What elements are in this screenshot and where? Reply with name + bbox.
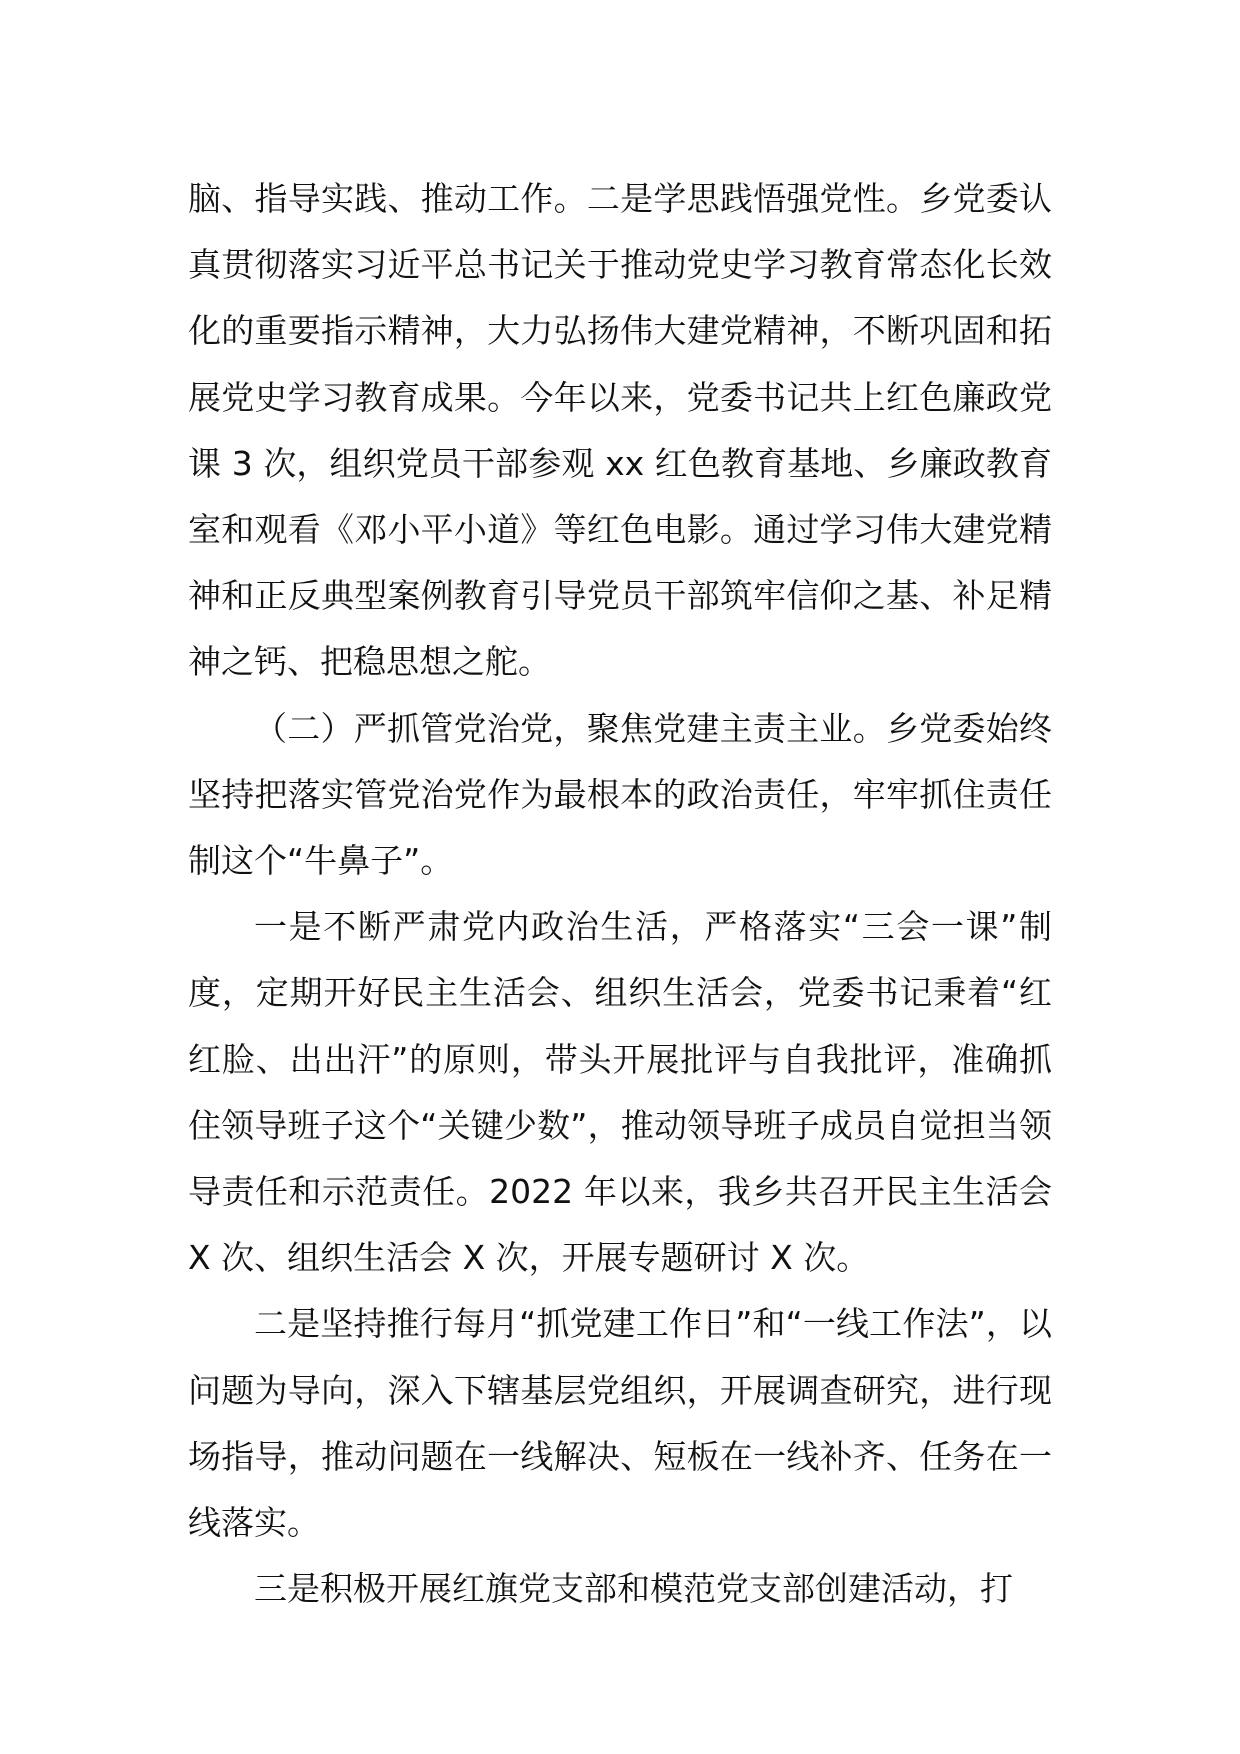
paragraph-point-three: 三是积极开展红旗党支部和模范党支部创建活动，打 [254,1569,1013,1609]
paragraph-section-two-heading: （二）严抓管党治党，聚焦党建主责主业。乡党委始终坚持把落实管党治党作为最根本的政治责任，牢牢抓住责任制这个“牛鼻子”。 [188,708,1052,881]
document-body [188,166,1052,1622]
paragraph-point-two: 二是坚持推行每月“抓党建工作日”和“一线工作法”，以问题为导向，深入下辖基层党组织，开展调查研究，进行现场指导，推动问题在一线解决、短板在一线补齐、任务在一线落实。 [188,1304,1052,1543]
paragraph-point-one: 一是不断严肃党内政治生活，严格落实“三会一课”制度，定期开好民主生活会、组织生活会，党委书记秉着“红红脸、出出汗”的原则，带头开展批评与自我批评，准确抓住领导班子这个“关键少数”，推动领导班子成员自觉担当领导责任和示范责任。2022 年以来，我乡共召开民主生活会 X 次、组织生活会 X 次，开展专题研讨 X 次。 [188,907,1052,1278]
paragraph-continuation: 脑、指导实践、推动工作。二是学思践悟强党性。乡党委认真贯彻落实习近平总书记关于推动党史学习教育常态化长效化的重要指示精神，大力弘扬伟大建党精神，不断巩固和拓展党史学习教育成果。今年以来，党委书记共上红色廉政党课 3 次，组织党员干部参观 xx 红色教育基地、乡廉政教育室和观看《邓小平小道》等红色电影。通过学习伟大建党精神和正反典型案例教育引导党员干部筑牢信仰之基、补足精神之钙、把稳思想之舵。 [188,179,1052,682]
